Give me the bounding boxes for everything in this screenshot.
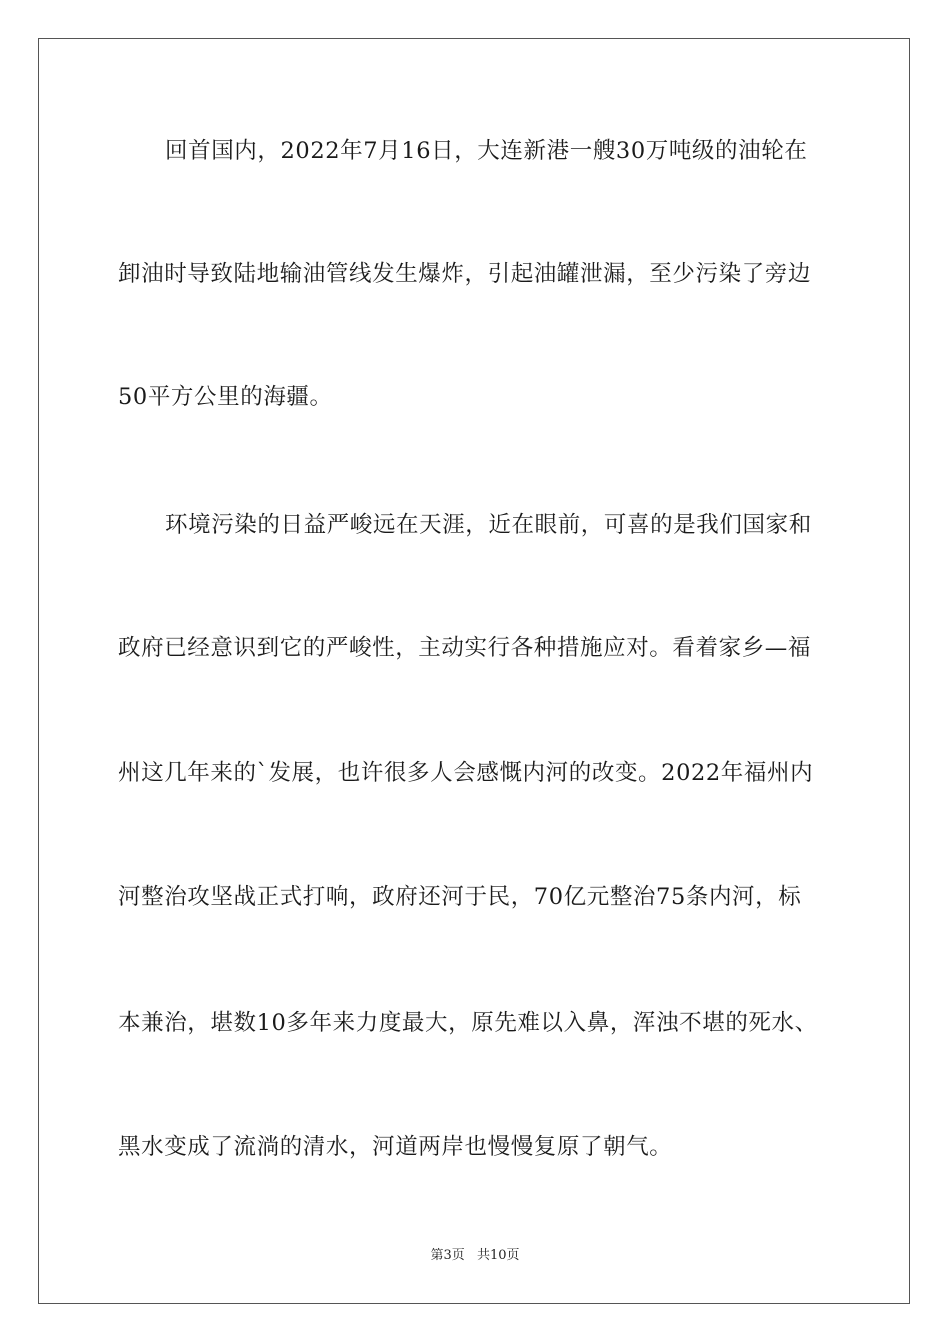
paragraph-2-line-2: 政府已经意识到它的严峻性，主动实行各种措施应对。看着家乡—福 [118, 635, 812, 661]
paragraph-2-line-5: 本兼治，堪数10多年来力度最大，原先难以入鼻，浑浊不堪的死水、 [118, 1010, 818, 1036]
page-total: 共10页 [476, 1248, 520, 1263]
paragraph-2-line-6: 黑水变成了流淌的清水，河道两岸也慢慢复原了朝气。 [118, 1134, 673, 1160]
paragraph-2-line-1: 环境污染的日益严峻远在天涯，近在眼前，可喜的是我们国家和 [165, 512, 812, 538]
page-footer [0, 1247, 950, 1265]
paragraph-1-line-2: 卸油时导致陆地输油管线发生爆炸，引起油罐泄漏，至少污染了旁边 [118, 261, 812, 287]
paragraph-1-line-1: 回首国内，2022年7月16日，大连新港一艘30万吨级的油轮在 [165, 138, 808, 164]
page-number: 第3页 [430, 1248, 465, 1263]
page-border [38, 38, 910, 1304]
paragraph-1-line-3: 50平方公里的海疆。 [118, 384, 333, 410]
paragraph-2-line-3: 州这几年来的`发展，也许很多人会感慨内河的改变。2022年福州内 [118, 760, 814, 786]
paragraph-2-line-4: 河整治攻坚战正式打响，政府还河于民，70亿元整治75条内河，标 [118, 884, 802, 910]
